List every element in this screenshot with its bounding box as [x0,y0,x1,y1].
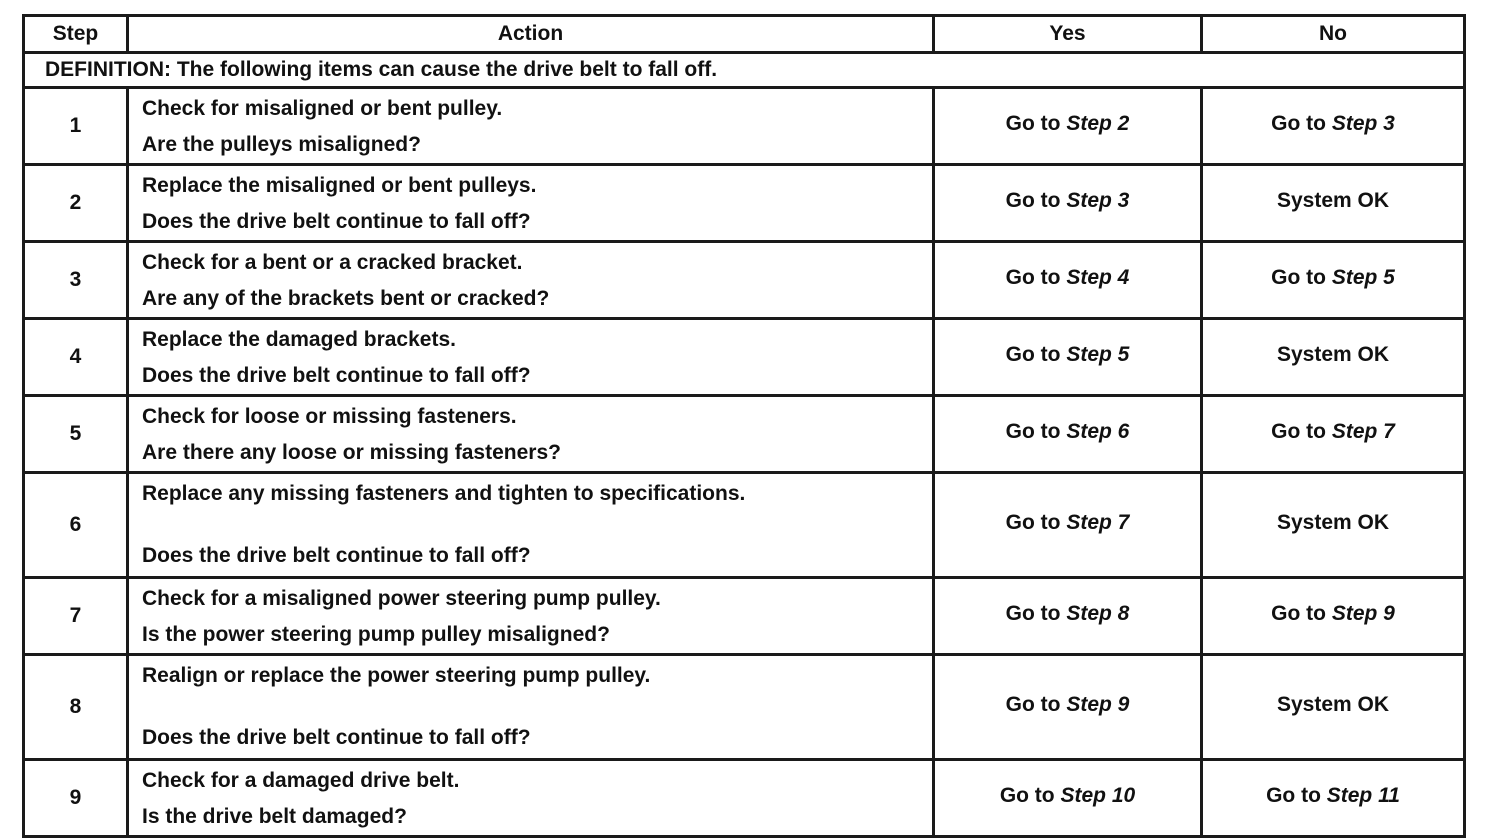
no-goto [1203,417,1463,447]
no-status-text: System OK [1276,343,1390,366]
goto-step-link: Step 8 [1066,602,1130,625]
action-question: Does the drive belt continue to fall off? [142,364,531,387]
table-row [24,655,1465,760]
no-status-text: System OK [1276,189,1390,212]
action-lines [142,91,932,161]
goto-step-link: Step 9 [1066,693,1130,716]
action-question: Is the power steering pump pulley misaligned? [142,623,610,646]
action-cell [128,165,934,242]
yes-result [934,760,1202,837]
yes-result [934,242,1202,319]
yes-result [934,578,1202,655]
no-result [1202,655,1465,760]
yes-result [934,88,1202,165]
no-status-text: System OK [1276,511,1390,534]
action-question: Does the drive belt continue to fall off? [142,544,531,567]
no-result [1202,88,1465,165]
goto-step-link: Step 7 [1066,511,1130,534]
goto-step-link: Step 5 [1066,343,1130,366]
table-row [24,760,1465,837]
goto-step-link: Step 3 [1331,112,1395,135]
goto-prefix: Go to [1271,266,1326,289]
action-cell [128,473,934,578]
table-row [24,396,1465,473]
no-result [1202,578,1465,655]
action-instruction: Replace the damaged brackets. [142,328,456,351]
step-number: 5 [24,396,128,473]
action-question: Does the drive belt continue to fall off? [142,726,531,749]
yes-goto [935,109,1200,139]
action-cell [128,319,934,396]
no-result [1202,319,1465,396]
table-body [24,53,1465,837]
step-number: 7 [24,578,128,655]
header-yes: Yes [934,16,1202,53]
table-row [24,165,1465,242]
no-result [1202,242,1465,319]
goto-step-link: Step 7 [1331,420,1395,443]
goto-prefix: Go to [1005,511,1061,534]
goto-prefix: Go to [1271,112,1326,135]
yes-goto [935,781,1200,811]
goto-step-link: Step 2 [1066,112,1130,135]
yes-goto [935,417,1200,447]
goto-prefix: Go to [1005,693,1061,716]
goto-step-link: Step 4 [1066,266,1130,289]
header-action: Action [128,16,934,53]
goto-prefix: Go to [1005,112,1061,135]
header-step: Step [24,16,128,53]
step-number: 6 [24,473,128,578]
step-number: 9 [24,760,128,837]
yes-result [934,319,1202,396]
action-question: Are any of the brackets bent or cracked? [142,287,550,310]
no-result [1202,473,1465,578]
table-row [24,319,1465,396]
table-row [24,578,1465,655]
step-number: 1 [24,88,128,165]
action-instruction: Check for misaligned or bent pulley. [142,97,503,120]
action-instruction: Check for loose or missing fasteners. [142,405,517,428]
goto-step-link: Step 10 [1060,784,1136,807]
no-goto [1203,599,1463,629]
table-row [24,473,1465,578]
action-instruction: Realign or replace the power steering pump pulley. [142,664,651,687]
no-goto [1203,263,1463,293]
action-lines [142,476,932,574]
yes-result [934,473,1202,578]
goto-prefix: Go to [1005,420,1061,443]
yes-goto [935,186,1200,216]
yes-result [934,165,1202,242]
yes-result [934,655,1202,760]
header-no: No [1202,16,1465,53]
action-instruction: Check for a bent or a cracked bracket. [142,251,523,274]
yes-result [934,396,1202,473]
step-number: 2 [24,165,128,242]
action-lines [142,245,932,315]
no-goto [1203,109,1463,139]
table-row [24,88,1465,165]
no-result [1202,396,1465,473]
action-instruction: Check for a misaligned power steering pump pulley. [142,587,661,610]
action-cell [128,578,934,655]
action-cell [128,655,934,760]
yes-goto [935,690,1200,720]
goto-step-link: Step 6 [1066,420,1130,443]
diagnostic-table [22,14,1466,838]
yes-goto [935,508,1200,538]
action-instruction: Replace the misaligned or bent pulleys. [142,174,537,197]
goto-step-link: Step 3 [1066,189,1130,212]
step-number: 3 [24,242,128,319]
goto-prefix: Go to [1005,266,1061,289]
action-lines [142,658,932,756]
definition-row [24,53,1465,88]
action-question: Is the drive belt damaged? [142,805,407,828]
goto-step-link: Step 9 [1331,602,1395,625]
action-cell [128,760,934,837]
action-lines [142,581,932,651]
action-instruction: Replace any missing fasteners and tighten to specifications. [142,482,746,505]
table-row [24,242,1465,319]
goto-prefix: Go to [1271,602,1326,625]
step-number: 4 [24,319,128,396]
action-lines [142,399,932,469]
goto-prefix: Go to [1271,420,1326,443]
yes-goto [935,340,1200,370]
action-question: Does the drive belt continue to fall off? [142,210,531,233]
goto-step-link: Step 5 [1331,266,1395,289]
step-number: 8 [24,655,128,760]
goto-prefix: Go to [999,784,1055,807]
action-cell [128,396,934,473]
action-cell [128,242,934,319]
definition-text: DEFINITION: The following items can cause the drive belt to fall off. [24,53,1465,88]
action-lines [142,763,932,833]
goto-prefix: Go to [1005,189,1061,212]
goto-prefix: Go to [1266,784,1321,807]
action-lines [142,322,932,392]
header-row [24,16,1465,53]
goto-prefix: Go to [1005,343,1061,366]
no-status-text: System OK [1276,693,1390,716]
no-result [1202,760,1465,837]
no-goto [1203,781,1463,811]
yes-goto [935,263,1200,293]
goto-step-link: Step 11 [1326,784,1400,807]
action-question: Are the pulleys misaligned? [142,133,421,156]
action-instruction: Check for a damaged drive belt. [142,769,460,792]
no-result [1202,165,1465,242]
goto-prefix: Go to [1005,602,1061,625]
action-question: Are there any loose or missing fasteners? [142,441,561,464]
action-cell [128,88,934,165]
action-lines [142,168,932,238]
yes-goto [935,599,1200,629]
